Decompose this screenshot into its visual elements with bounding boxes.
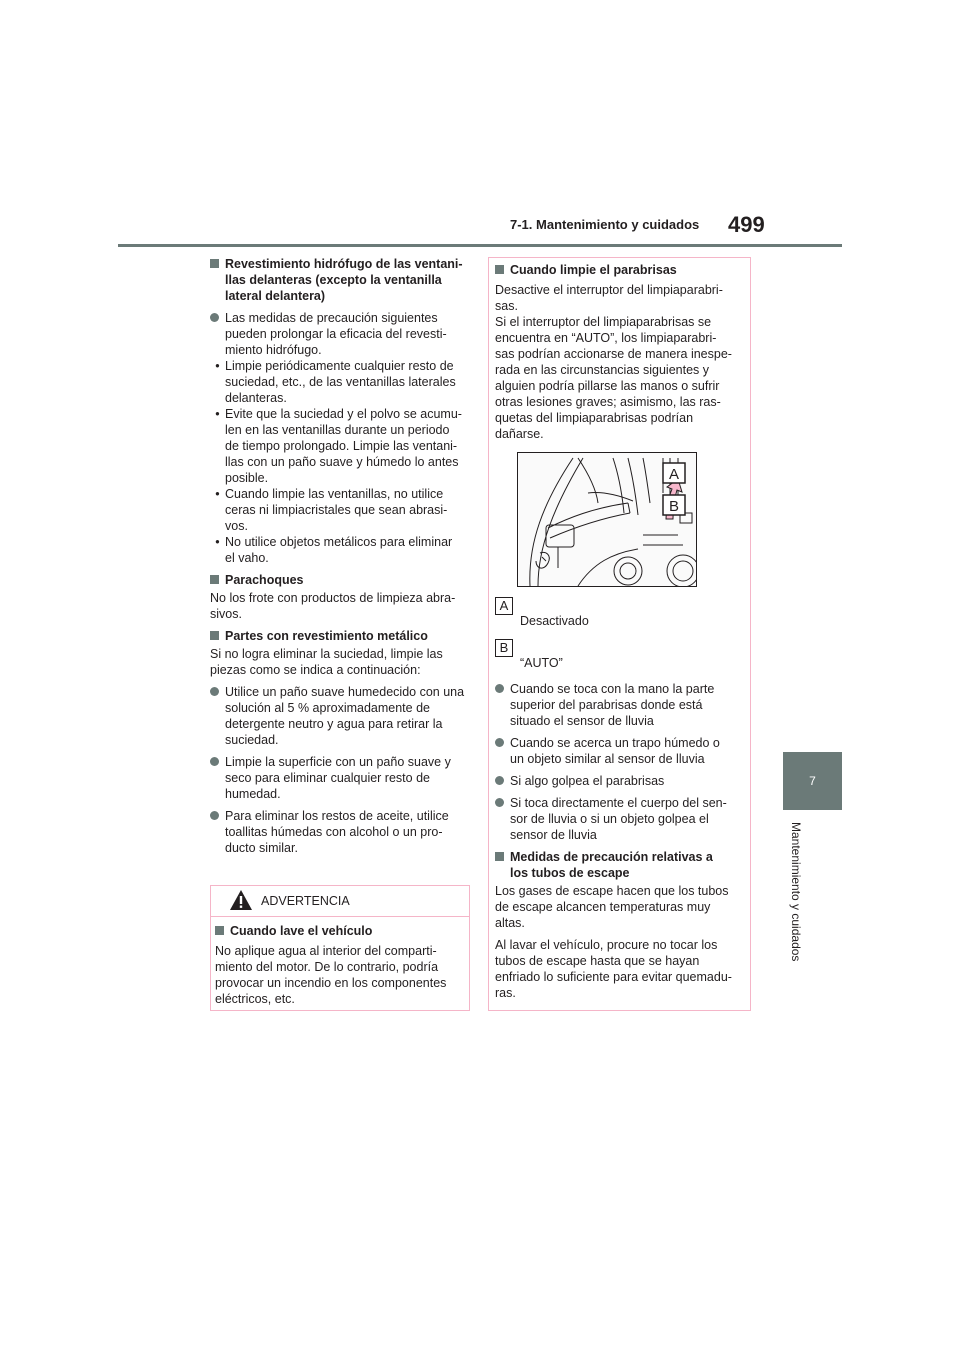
steering-wheel-lever-drawing — [518, 453, 696, 586]
warning-box: ADVERTENCIA Cuando lave el vehículo No aplique agua al interior del comparti- miento del motor. De lo contrario, podría provocar un incendio en los componentes eléctricos, etc. — [210, 885, 470, 1011]
square-bullet-icon — [215, 926, 224, 935]
text-windshield-2: Si el interruptor del limpiaparabrisas se encuentra en “AUTO”, los limpiaparabri- sas podrían accionarse de manera inespe- rada en las circunstancias siguientes y alguien podría pillarse las manos o sufrir otras lesiones graves; asimismo, las ras- quetas del limpiaparabrisas podrían dañarse. — [495, 315, 732, 441]
label-b-box: B — [495, 639, 513, 657]
label-a-box: A — [495, 597, 513, 615]
bullet-metal-3: Para eliminar los restos de aceite, utilice toallitas húmedas con alcohol o un pro- ducto similar. — [210, 808, 468, 856]
label-a-text: Desactivado — [520, 614, 589, 628]
round-bullet-icon — [495, 776, 504, 785]
section-title: 7-1. Mantenimiento y cuidados — [510, 217, 700, 232]
warning-triangle-icon — [229, 889, 253, 911]
list-item: • No utilice objetos metálicos para eliminar el vaho. — [215, 535, 453, 565]
round-bullet-icon — [495, 738, 504, 747]
right-column — [495, 262, 745, 1007]
warning-heading: Cuando lave el vehículo — [215, 923, 465, 939]
text-bumpers: No los frote con productos de limpieza abra- sivos. — [210, 591, 456, 621]
left-column — [210, 256, 468, 862]
square-bullet-icon — [210, 575, 219, 584]
bullet-rain-4: Si toca directamente el cuerpo del sen- sor de lluvia o si un objeto golpea el sensor de lluvia — [495, 795, 745, 843]
list-item: • Limpie periódicamente cualquier resto de suciedad, etc., de las ventanillas laterales delanteras. — [215, 359, 456, 405]
chapter-label: Mantenimiento y cuidados — [789, 822, 803, 962]
text-metal-parts: Si no logra eliminar la suciedad, limpie las piezas como se indica a continuación: — [210, 647, 443, 677]
round-bullet-icon — [495, 798, 504, 807]
figure-label-b: B — [668, 498, 680, 515]
legend-b — [495, 639, 745, 671]
page-number: 499 — [728, 212, 765, 237]
figure-label-a: A — [668, 466, 680, 483]
round-bullet-icon — [495, 684, 504, 693]
heading-windshield: Cuando limpie el parabrisas — [495, 262, 745, 278]
sub-list — [210, 358, 468, 566]
warning-header — [211, 886, 469, 917]
heading-bumpers: Parachoques — [210, 572, 468, 588]
bullet-rain-2: Cuando se acerca un trapo húmedo o un objeto similar al sensor de lluvia — [495, 735, 745, 767]
heading-hydrophobic: Revestimiento hidrófugo de las ventani- llas delanteras (excepto la ventanilla lateral delantera) — [210, 256, 468, 304]
list-item: • Cuando limpie las ventanillas, no utilice ceras ni limpiacristales que sean abrasi- vos. — [215, 487, 448, 533]
bullet-rain-3: Si algo golpea el parabrisas — [495, 773, 745, 789]
legend-a — [495, 597, 745, 629]
wiper-switch-illustration — [517, 452, 697, 587]
header-rule — [118, 244, 842, 247]
round-bullet-icon — [210, 313, 219, 322]
chapter-tab: 7 — [783, 752, 842, 810]
text-exhaust-1: Los gases de escape hacen que los tubos de escape alcancen temperaturas muy altas. — [495, 884, 729, 930]
square-bullet-icon — [210, 631, 219, 640]
text-exhaust-2: Al lavar el vehículo, procure no tocar los tubos de escape hasta que se hayan enfriado lo suficiente para evitar quemadu- ras. — [495, 938, 732, 1000]
bullet-hydrophobic: Las medidas de precaución siguientes pueden prolongar la eficacia del revesti- miento hidrófugo. — [210, 310, 468, 358]
label-b-text: “AUTO” — [520, 656, 563, 670]
bullet-rain-1: Cuando se toca con la mano la parte superior del parabrisas donde está situado el sensor de lluvia — [495, 681, 745, 729]
round-bullet-icon — [210, 687, 219, 696]
bullet-metal-2: Limpie la superficie con un paño suave y seco para eliminar cualquier resto de humedad. — [210, 754, 468, 802]
round-bullet-icon — [210, 757, 219, 766]
text-windshield-1: Desactive el interruptor del limpiaparabri- sas. — [495, 283, 723, 313]
heading-exhaust: Medidas de precaución relativas a los tubos de escape — [495, 849, 745, 881]
bullet-metal-1: Utilice un paño suave humedecido con una solución al 5 % aproximadamente de detergente neutro y agua para retirar la suciedad. — [210, 684, 468, 748]
warning-title: ADVERTENCIA — [261, 894, 350, 908]
square-bullet-icon — [210, 259, 219, 268]
round-bullet-icon — [210, 811, 219, 820]
square-bullet-icon — [495, 265, 504, 274]
list-item: • Evite que la suciedad y el polvo se acumu- len en las ventanillas durante un periodo de tiempo prolongado. Limpie las ventani- llas con un paño suave y húmedo lo antes posible. — [215, 407, 462, 485]
square-bullet-icon — [495, 852, 504, 861]
heading-metal-parts: Partes con revestimiento metálico — [210, 628, 468, 644]
